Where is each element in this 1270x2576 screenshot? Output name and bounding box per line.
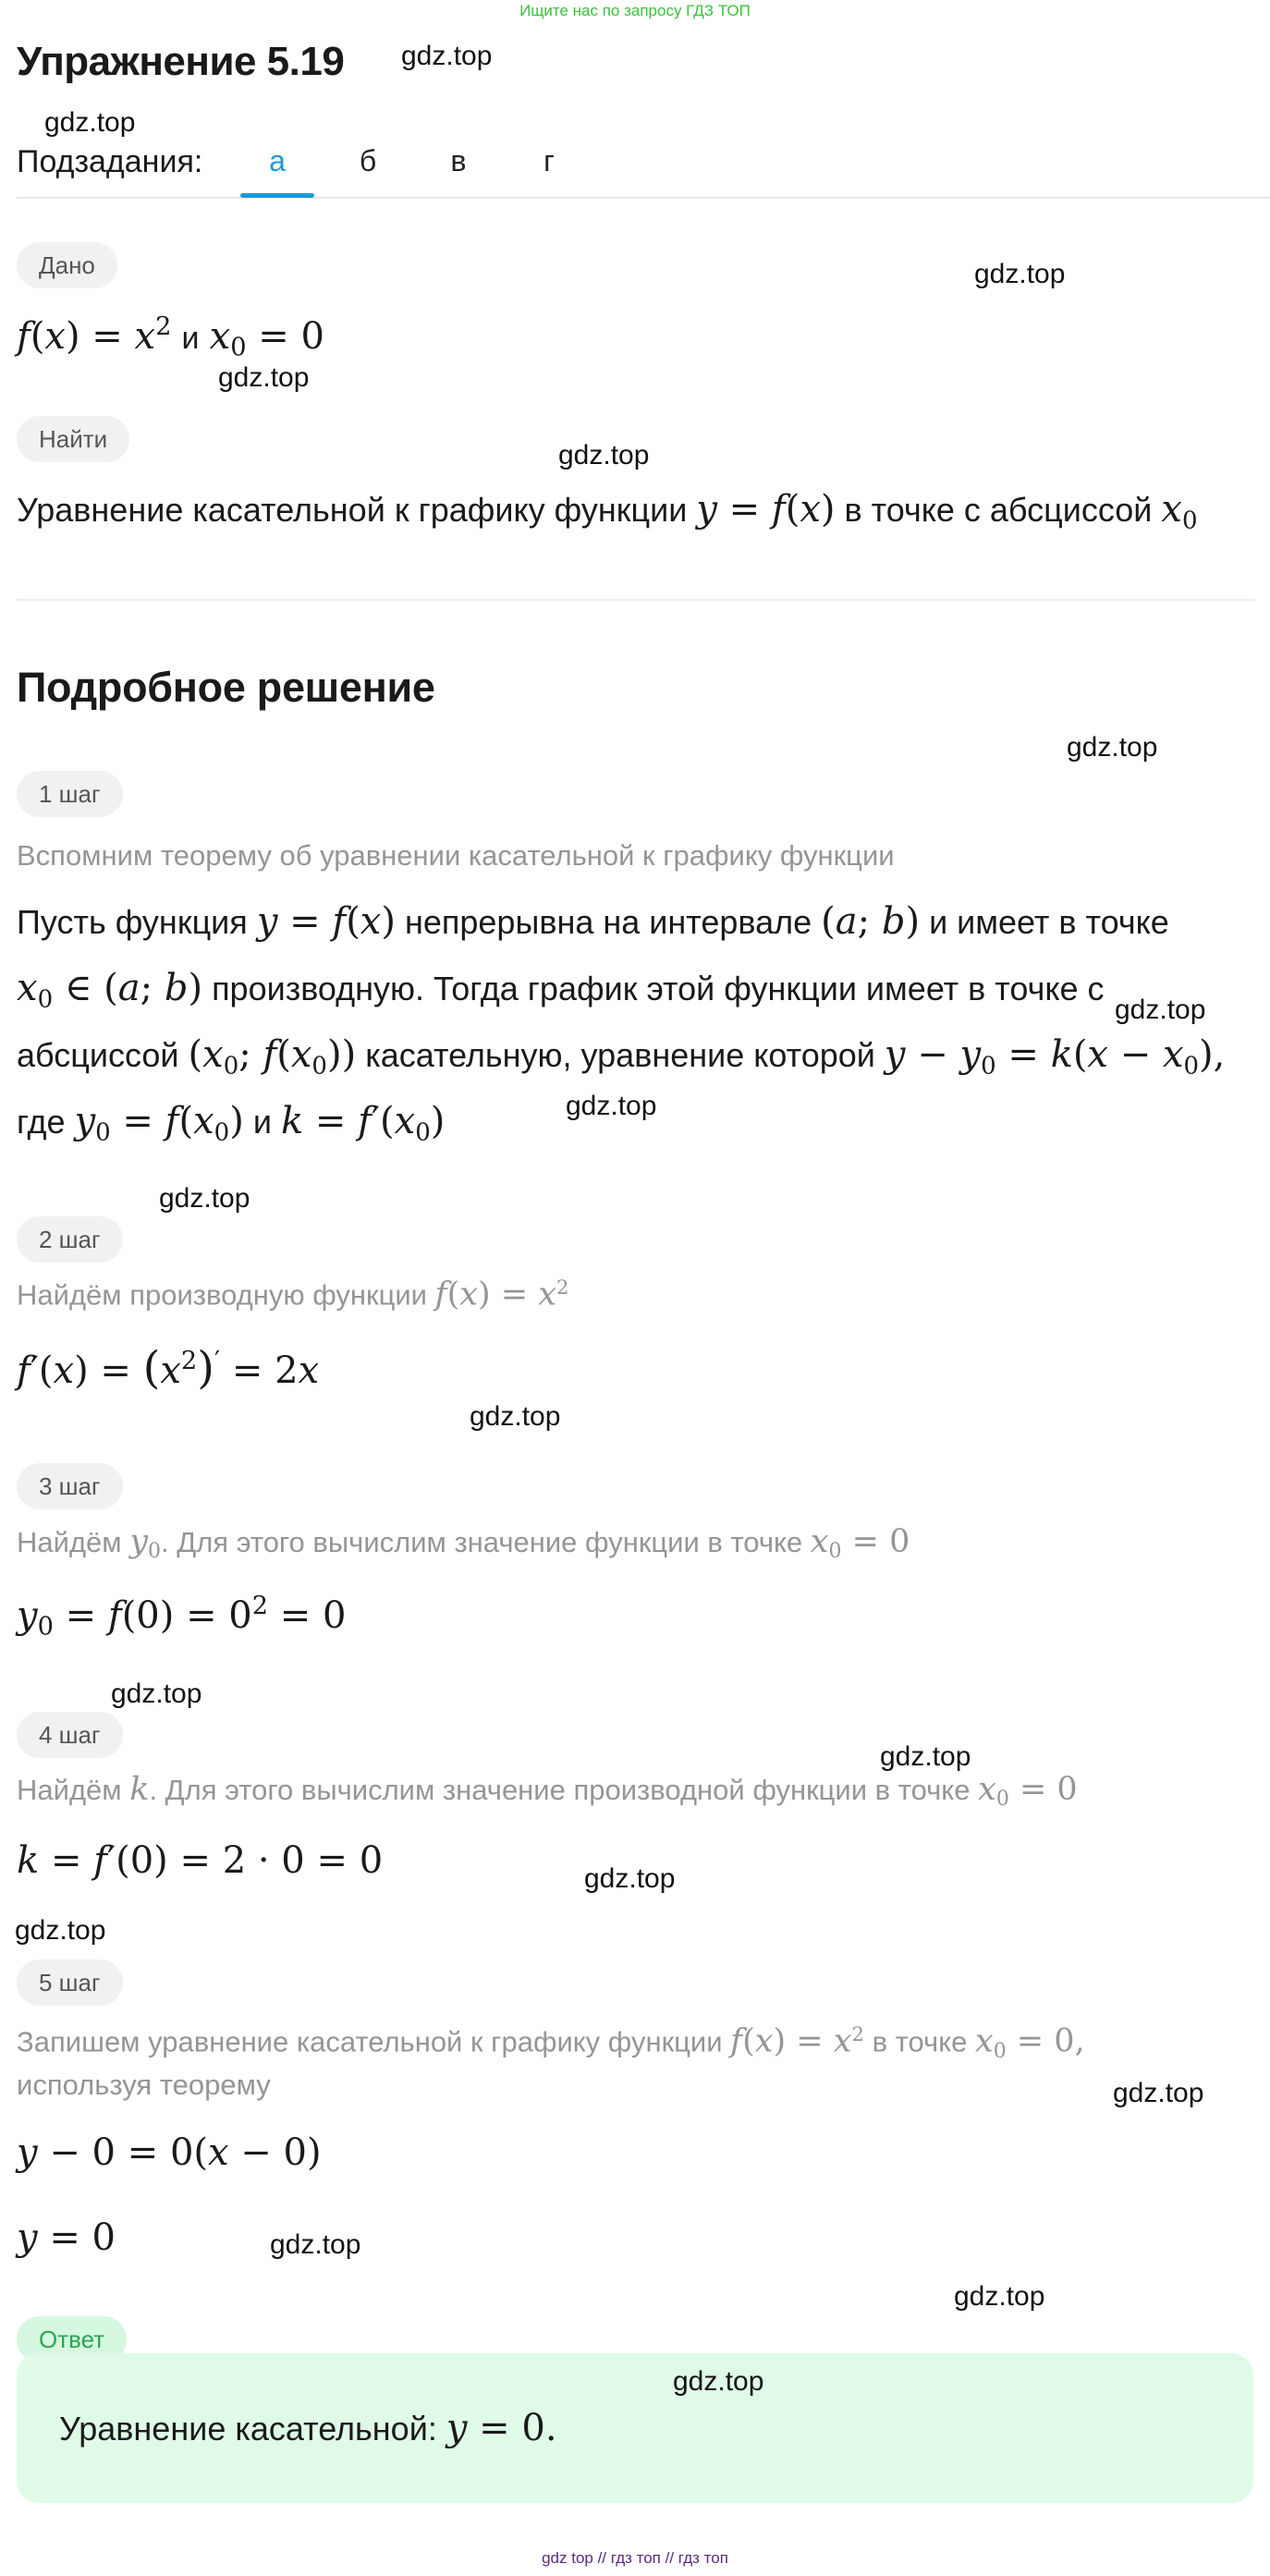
page-title: Упражнение 5.19 (17, 39, 345, 84)
step5-intro-b: в точке (872, 2025, 968, 2058)
watermark: gdz.top (401, 41, 493, 71)
step2-chip: 2 шаг (17, 1216, 123, 1263)
step4-intro-b: . Для этого вычислим значение производной функции в точке (149, 1774, 971, 1806)
step1-intro: Вспомним теорему об уравнении касательной к графику функции (17, 839, 895, 872)
watermark: gdz.top (974, 259, 1066, 289)
footer-links[interactable]: gdz top // гдз топ // гдз топ (542, 2549, 728, 2567)
watermark: gdz.top (159, 1183, 250, 1214)
step1-p1: Пусть функция (17, 903, 248, 941)
watermark: gdz.top (44, 107, 136, 138)
find-text-a: Уравнение касательной к графику функции (17, 491, 688, 529)
step5-intro-line1: Запишем уравнение касательной к графику функции $f(x) = x^2$ в точке $x_0 = 0$, (17, 2022, 1085, 2063)
step5-formula-1: y − 0 = 0(x − 0) (17, 2131, 322, 2174)
watermark: gdz.top (1115, 995, 1206, 1025)
solution-heading: Подробное решение (17, 664, 435, 711)
tab-v[interactable]: в (450, 144, 467, 177)
step5-chip: 5 шаг (17, 1959, 123, 2006)
top-ad-link[interactable]: Ищите нас по запросу ГДЗ ТОП (519, 2, 751, 19)
watermark: gdz.top (218, 362, 310, 393)
watermark: gdz.top (111, 1679, 202, 1709)
step3-chip: 3 шаг (17, 1463, 123, 1509)
step1-p2: непрерывна на интервале (404, 903, 812, 941)
step5-intro-a: Запишем уравнение касательной к графику функции (17, 2025, 723, 2058)
answer-label: Уравнение касательной: (59, 2410, 437, 2448)
answer-chip: Ответ (17, 2316, 127, 2362)
tab-g[interactable]: г (543, 144, 555, 177)
find-text: Уравнение касательной к графику функции y = f(x) в точке с абсциссой $x_0$ (17, 488, 1198, 535)
step1-line2: $x_0$ ∈ (a; b) производную. Тогда график этой функции имеет в точке с (17, 967, 1105, 1014)
watermark: gdz.top (15, 1915, 106, 1946)
step1-p6: касательную, уравнение которой (365, 1036, 875, 1074)
watermark: gdz.top (880, 1741, 971, 1772)
watermark: gdz.top (1067, 732, 1158, 763)
tab-a[interactable]: а (269, 144, 286, 177)
watermark: gdz.top (673, 2366, 764, 2397)
step3-formula: $y_0 = f(0) = 0^2 = 0$ (17, 1592, 347, 1642)
find-text-b: в точке с абсциссой (844, 491, 1153, 529)
step1-p5: абсциссой (17, 1036, 179, 1074)
step5-intro-line2: используя теорему (17, 2069, 271, 2101)
watermark: gdz.top (584, 1863, 676, 1894)
step1-p7: где (17, 1103, 66, 1141)
step1-line4: где $y_0 = f(x_0)$ и $k = f'(x_0)$ (17, 1100, 446, 1147)
subtasks-label: Подзадания: (17, 144, 203, 179)
given-connector: и (181, 320, 200, 356)
step4-intro-a: Найдём (17, 1774, 122, 1806)
step2-intro: Найдём производную функции $f(x) = x^2$ (17, 1276, 569, 1313)
watermark: gdz.top (954, 2281, 1045, 2312)
step1-p8: и (252, 1103, 272, 1141)
watermark: gdz.top (1113, 2078, 1204, 2108)
tabs-divider (17, 197, 1270, 199)
given-formula: $f(x) = x^2$ и $x_0 = 0$ (17, 312, 324, 362)
find-chip: Найти (17, 416, 129, 462)
step2-intro-text: Найдём производную функции (17, 1278, 427, 1312)
active-tab-indicator (240, 193, 314, 198)
step4-formula: k = f′(0) = 2 · 0 = 0 (17, 1839, 384, 1882)
step1-line1: Пусть функция y = f(x) непрерывна на интервале (a; b) и имеет в точке (17, 900, 1169, 943)
watermark: gdz.top (270, 2229, 361, 2260)
answer-text: Уравнение касательной: y = 0. (59, 2407, 557, 2449)
tab-b[interactable]: б (359, 144, 377, 177)
step3-intro: Найдём $y_0$. Для этого вычислим значение функции в точке $x_0 = 0$ (17, 1523, 910, 1564)
watermark: gdz.top (558, 440, 650, 470)
watermark: gdz.top (470, 1401, 561, 1432)
step3-intro-b: . Для этого вычислим значение функции в точке (161, 1526, 803, 1558)
step1-p4: производную. Тогда график этой функции имеет в точке с (212, 970, 1105, 1007)
step2-formula: $f'(x) = (x^2)' = 2x$ (17, 1342, 320, 1394)
step1-p3: и имеет в точке (929, 903, 1169, 941)
step3-intro-a: Найдём (17, 1526, 122, 1558)
section-divider (17, 599, 1255, 601)
watermark: gdz.top (566, 1091, 657, 1121)
step4-intro: Найдём k. Для этого вычислим значение производной функции в точке $x_0 = 0$ (17, 1771, 1078, 1812)
step1-line3: абсциссой ($x_0$; $f(x_0)$) касательную, уравнение которой $y - y_0 = k(x - x_0)$, (17, 1033, 1226, 1080)
step1-chip: 1 шаг (17, 771, 123, 817)
step4-chip: 4 шаг (17, 1712, 123, 1758)
given-chip: Дано (17, 242, 117, 288)
step5-formula-2: y = 0 (17, 2216, 116, 2259)
